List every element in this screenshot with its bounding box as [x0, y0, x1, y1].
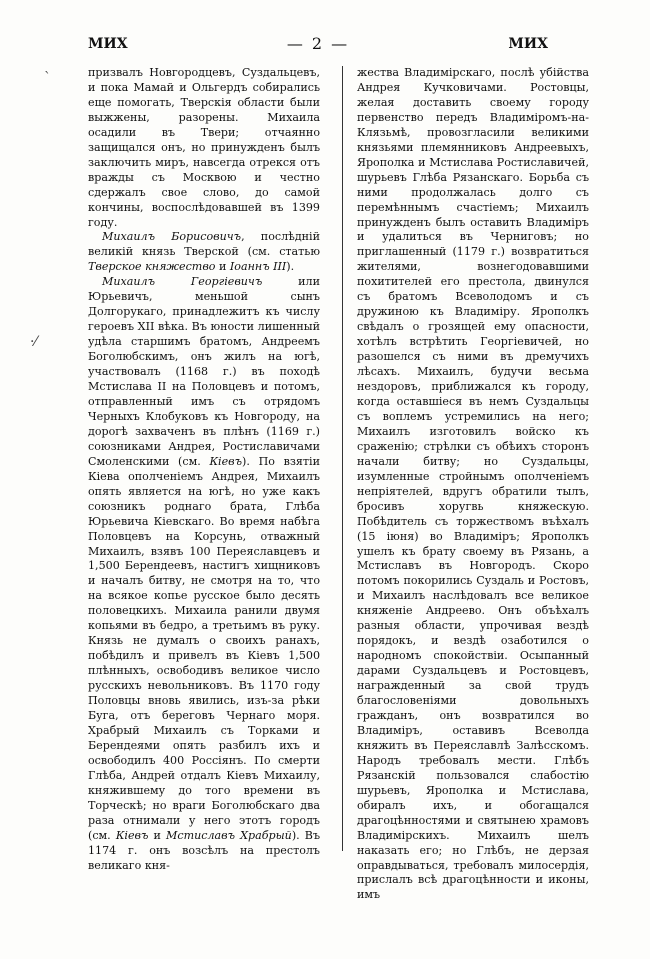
entry-mikhail-georgievich: Михаилъ Георгіевичъ или Юрьевичъ, меньшой сынъ Долгорукаго, принадлежитъ къ числу героевъ XII вѣка. Въ юности лишенный удѣла старшимъ братомъ, Андреемъ Боголюбскимъ, онъ жилъ на югѣ, участвовалъ (1168 г.) въ походѣ Мстислава II на Половцевъ и потомъ, отправленный имъ съ отрядомъ Черныхъ Клобуковъ къ Новгороду, на дорогѣ захваченъ въ плѣнъ (1169 г.) союзниками Андрея, Ростиславичами Смоленскими (см. Кіевъ). По взятіи Кіева ополченіемъ Андрея, Михаилъ опять является на югѣ, но уже какъ союзникъ роднаго брата, Глѣба Юрьевича Кіевскаго. Во время набѣга Половцевъ на Корсунь, отважный Михаилъ, взявъ 100 Переяславцевъ и 1,500 Берендеевъ, настигъ хищниковъ и началъ битву, не смотря на то, что на всякое копье русское было десять половецкихъ. Михаила ранили двумя копьями въ бедро, а третьимъ въ руку. Князь не думалъ о своихъ ранахъ, побѣдилъ и привелъ въ Кіевъ 1,500 плѣнныхъ, освободивъ великое число русскихъ невольниковъ. Въ 1170 году Половцы вновь явились, изъ-за рѣки Буга, отъ береговъ Чернаго моря. Храбрый Михаилъ съ Торками и Берендеями опять разбилъ ихъ и освободилъ 400 Россіянъ. По смерти Глѣба, Андрей отдалъ Кіевъ Михаилу, княжившему до того времени въ Торческѣ; но враги Боголюбскаго два раза отнимали у него этотъ городъ (см. Кіевъ и Мстиславъ Храбрый). Въ 1174 г. онъ возсѣлъ на престолъ великаго кня- — [88, 275, 321, 872]
running-head-left: МИХ — [88, 36, 128, 52]
page-header — [88, 36, 548, 58]
page-number: — 2 — — [286, 34, 350, 53]
paragraph-vladimir: жества Владимірскаго, послѣ убійства Андрея Кучковичами. Ростовцы, желая доставить своему городу первенство передъ Владиміромъ-на-Клязьмѣ, провозгласили великими князьями племянниковъ Андреевыхъ, Ярополка и Мстислава Ростиславичей, шурьевъ Глѣба Рязанскаго. Борьба съ ними продолжалась долго съ перемѣннымъ счастіемъ; Михаилъ принужденъ былъ оставить Владиміръ и удалиться въ Черниговъ; но приглашенный (1179 г.) возвратиться жителями, вознегодовавшими похитителей его престола, двинулся съ братомъ Всеволодомъ и съ дружиною къ Владиміру. Ярополкъ свѣдалъ о грозящей ему опасности, хотѣлъ встрѣтить Георгіевичей, но разошелся съ ними въ дремучихъ лѣсахъ. Михаилъ, будучи весьма нездоровъ, приближался къ городу, когда оставшіеся въ немъ Суздальцы съ воплемъ устремились на него; Михаилъ изготовилъ войско къ сраженію; стрѣлки съ обѣихъ сторонъ начали битву; но Суздальцы, изумленные стройнымъ ополченіемъ непріятелей, вдругъ обратили тылъ, бросивъ хоругвь княжескую. Побѣдитель съ торжествомъ въѣхалъ (15 іюня) во Владиміръ; Ярополкъ ушелъ къ брату своему въ Рязань, а Мстиславъ въ Новгородъ. Скоро потомъ покорились Суздаль и Ростовъ, и Михаилъ наслѣдовалъ все великое княженіе Андреево. Онъ объѣхалъ разныя области, упрочивая вездѣ порядокъ, и вездѣ озаботился о народномъ спокойствіи. Осыпанный дарами Суздальцевъ и Ростовцевъ, награжденный за свой трудъ благословеніями довольныхъ гражданъ, онъ возвратился во Владиміръ, оставивъ Всеволда княжить въ Переяславлѣ Залѣсскомъ. Народъ требовалъ мести. Глѣбъ Рязанскій пользовался слабостію шурьевъ, Ярополка и Мстислава, обиралъ ихъ, и обогащался драгоцѣнностями и святынею храмовъ Владимірскихъ. Михаилъ шелъ наказать его; но Глѣбъ, не дерзая оправдываться, требовалъ милосердія, прислалъ всѣ драгоцѣнности и иконы, имъ — [357, 66, 589, 902]
cross-reference: Кіевъ — [115, 828, 149, 842]
column-divider — [342, 66, 343, 851]
cross-reference: Мстиславъ Храбрый — [166, 828, 292, 842]
running-head-right: МИХ — [508, 36, 548, 52]
cross-reference: Іоаннъ III — [229, 260, 287, 274]
cross-reference: Тверское княжество — [88, 260, 216, 274]
entry-mikhail-borisovich: Михаилъ Борисовичъ, послѣдній великій князь Тверской (см. статью Тверское княжество и Іоаннъ III). — [88, 230, 320, 274]
paragraph-tver-war: призвалъ Новгородцевъ, Суздальцевъ, и пока Мамай и Ольгердъ собирались еще помогать, Тверскія области были выжжены, разорены. Михаила осадили въ Твери; отчаянно защищался онъ, но принужденъ былъ заключить миръ, навсегда отрекся отъ вражды съ Москвою и честно сдержалъ свое слово, до самой кончины, воспослѣдовавшей въ 1399 году. — [88, 66, 320, 229]
left-column — [88, 66, 320, 873]
right-column — [357, 66, 589, 903]
entry-heading: Михаилъ Георгіевичъ — [102, 275, 263, 289]
entry-heading: Михаилъ Борисовичъ — [102, 230, 242, 244]
margin-mark: ·⁄ — [30, 334, 37, 350]
cross-reference: Кіевъ — [209, 454, 243, 468]
margin-mark: ˋ — [44, 70, 51, 86]
